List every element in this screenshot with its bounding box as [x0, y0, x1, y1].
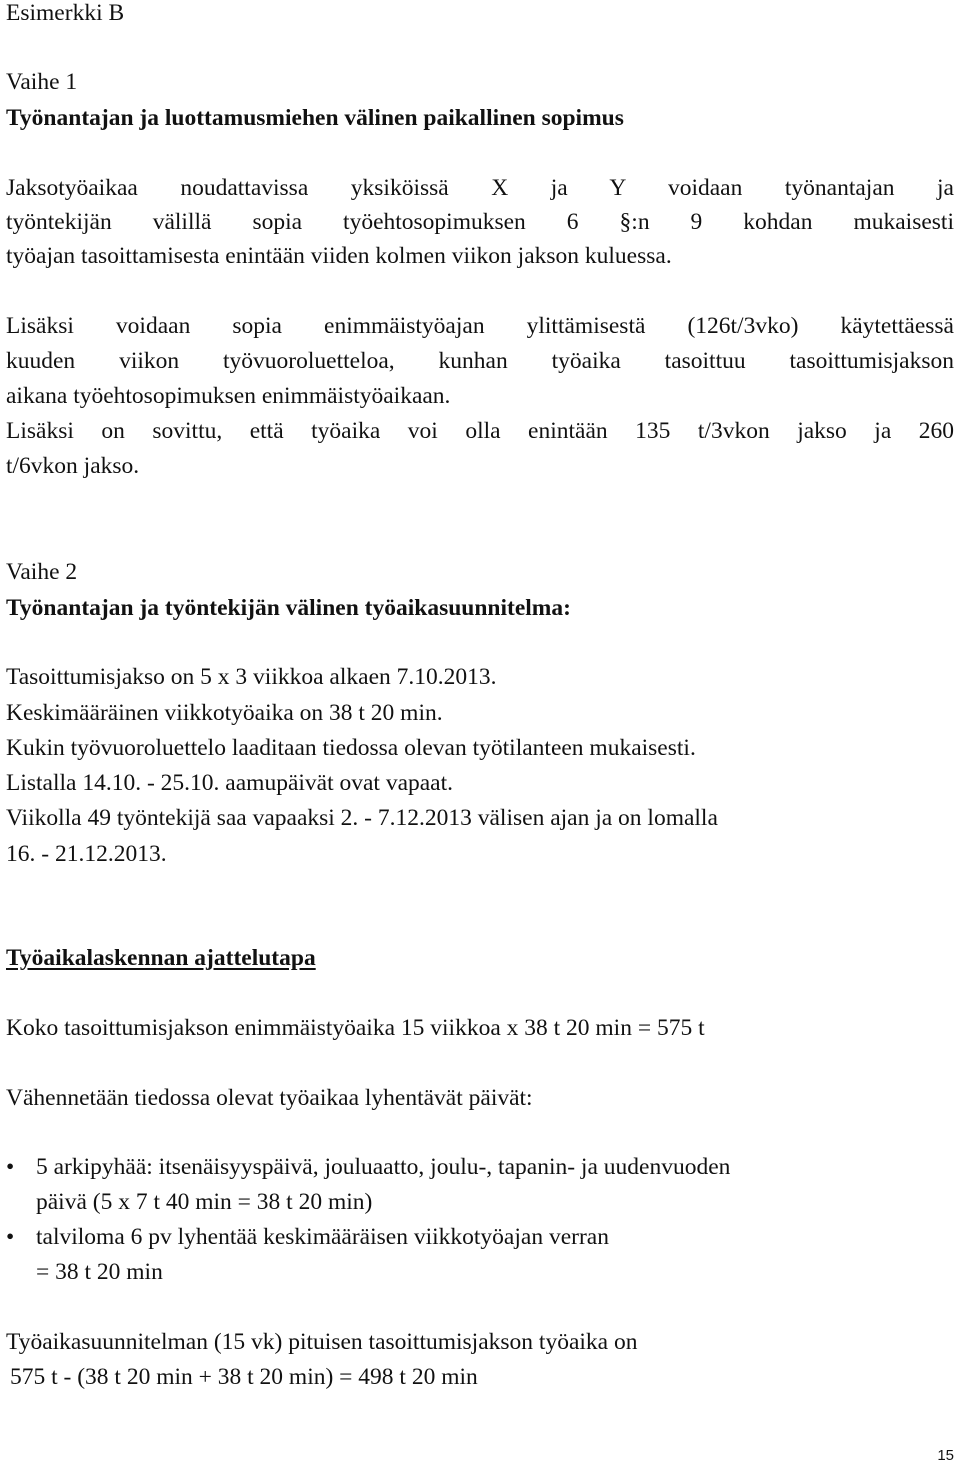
- bullet-symbol: •: [6, 1224, 15, 1250]
- bullet-item-line: 5 arkipyhää: itsenäisyyspäivä, jouluaatto, joulu-, tapanin- ja uudenvuoden: [36, 1154, 731, 1180]
- calculation-result-line: 575 t - (38 t 20 min + 38 t 20 min) = 498 t 20 min: [10, 1364, 478, 1390]
- phase1-para2-line: kuuden viikon työvuoroluetteloa, kunhan työaika tasoittuu tasoittumisjakson: [6, 348, 954, 374]
- phase2-label: Vaihe 2: [6, 559, 78, 585]
- phase2-line: Tasoittumisjakso on 5 x 3 viikkoa alkaen 7.10.2013.: [6, 664, 497, 690]
- phase2-line: Listalla 14.10. - 25.10. aamupäivät ovat vapaat.: [6, 770, 454, 796]
- document-heading: Esimerkki B: [6, 0, 125, 26]
- phase1-para2-line: Lisäksi voidaan sopia enimmäistyöajan ylittämisestä (126t/3vko) käytettäessä: [6, 313, 954, 339]
- calculation-total-line: Koko tasoittumisjakson enimmäistyöaika 15 viikkoa x 38 t 20 min = 575 t: [6, 1015, 705, 1041]
- phase2-line: 16. - 21.12.2013.: [6, 841, 167, 867]
- phase1-para2-line: aikana työehtosopimuksen enimmäistyöaikaan.: [6, 383, 451, 409]
- phase1-para1-line: työajan tasoittamisesta enintään viiden kolmen viikon jakson kuluessa.: [6, 243, 672, 269]
- phase2-line: Kukin työvuoroluettelo laaditaan tiedossa olevan työtilanteen mukaisesti.: [6, 735, 696, 761]
- phase1-para2-line: t/6vkon jakso.: [6, 453, 140, 479]
- phase2-line: Viikolla 49 työntekijä saa vapaaksi 2. - 7.12.2013 välisen ajan ja on lomalla: [6, 805, 718, 831]
- phase2-line: Keskimääräinen viikkotyöaika on 38 t 20 min.: [6, 700, 443, 726]
- bullet-item-line: päivä (5 x 7 t 40 min = 38 t 20 min): [36, 1189, 373, 1215]
- bullet-item-line: = 38 t 20 min: [36, 1259, 163, 1285]
- calculation-result-line: Työaikasuunnitelman (15 vk) pituisen tasoittumisjakson työaika on: [6, 1329, 638, 1355]
- phase1-label: Vaihe 1: [6, 69, 78, 95]
- bullet-item-line: talviloma 6 pv lyhentää keskimääräisen viikkotyöajan verran: [36, 1224, 609, 1250]
- calculation-deduct-intro: Vähennetään tiedossa olevat työaikaa lyhentävät päivät:: [6, 1085, 533, 1111]
- phase1-para1-line: Jaksotyöaikaa noudattavissa yksiköissä X ja Y voidaan työnantajan ja: [6, 175, 954, 201]
- phase1-title: Työnantajan ja luottamusmiehen välinen paikallinen sopimus: [6, 105, 624, 131]
- calculation-title: Työaikalaskennan ajattelutapa: [6, 945, 316, 971]
- bullet-symbol: •: [6, 1154, 15, 1180]
- phase1-para1-line: työntekijän välillä sopia työehtosopimuksen 6 §:n 9 kohdan mukaisesti: [6, 209, 954, 235]
- page-number: 15: [937, 1447, 954, 1464]
- phase1-para2-line: Lisäksi on sovittu, että työaika voi olla enintään 135 t/3vkon jakso ja 260: [6, 418, 954, 444]
- phase2-title: Työnantajan ja työntekijän välinen työaikasuunnitelma:: [6, 595, 571, 621]
